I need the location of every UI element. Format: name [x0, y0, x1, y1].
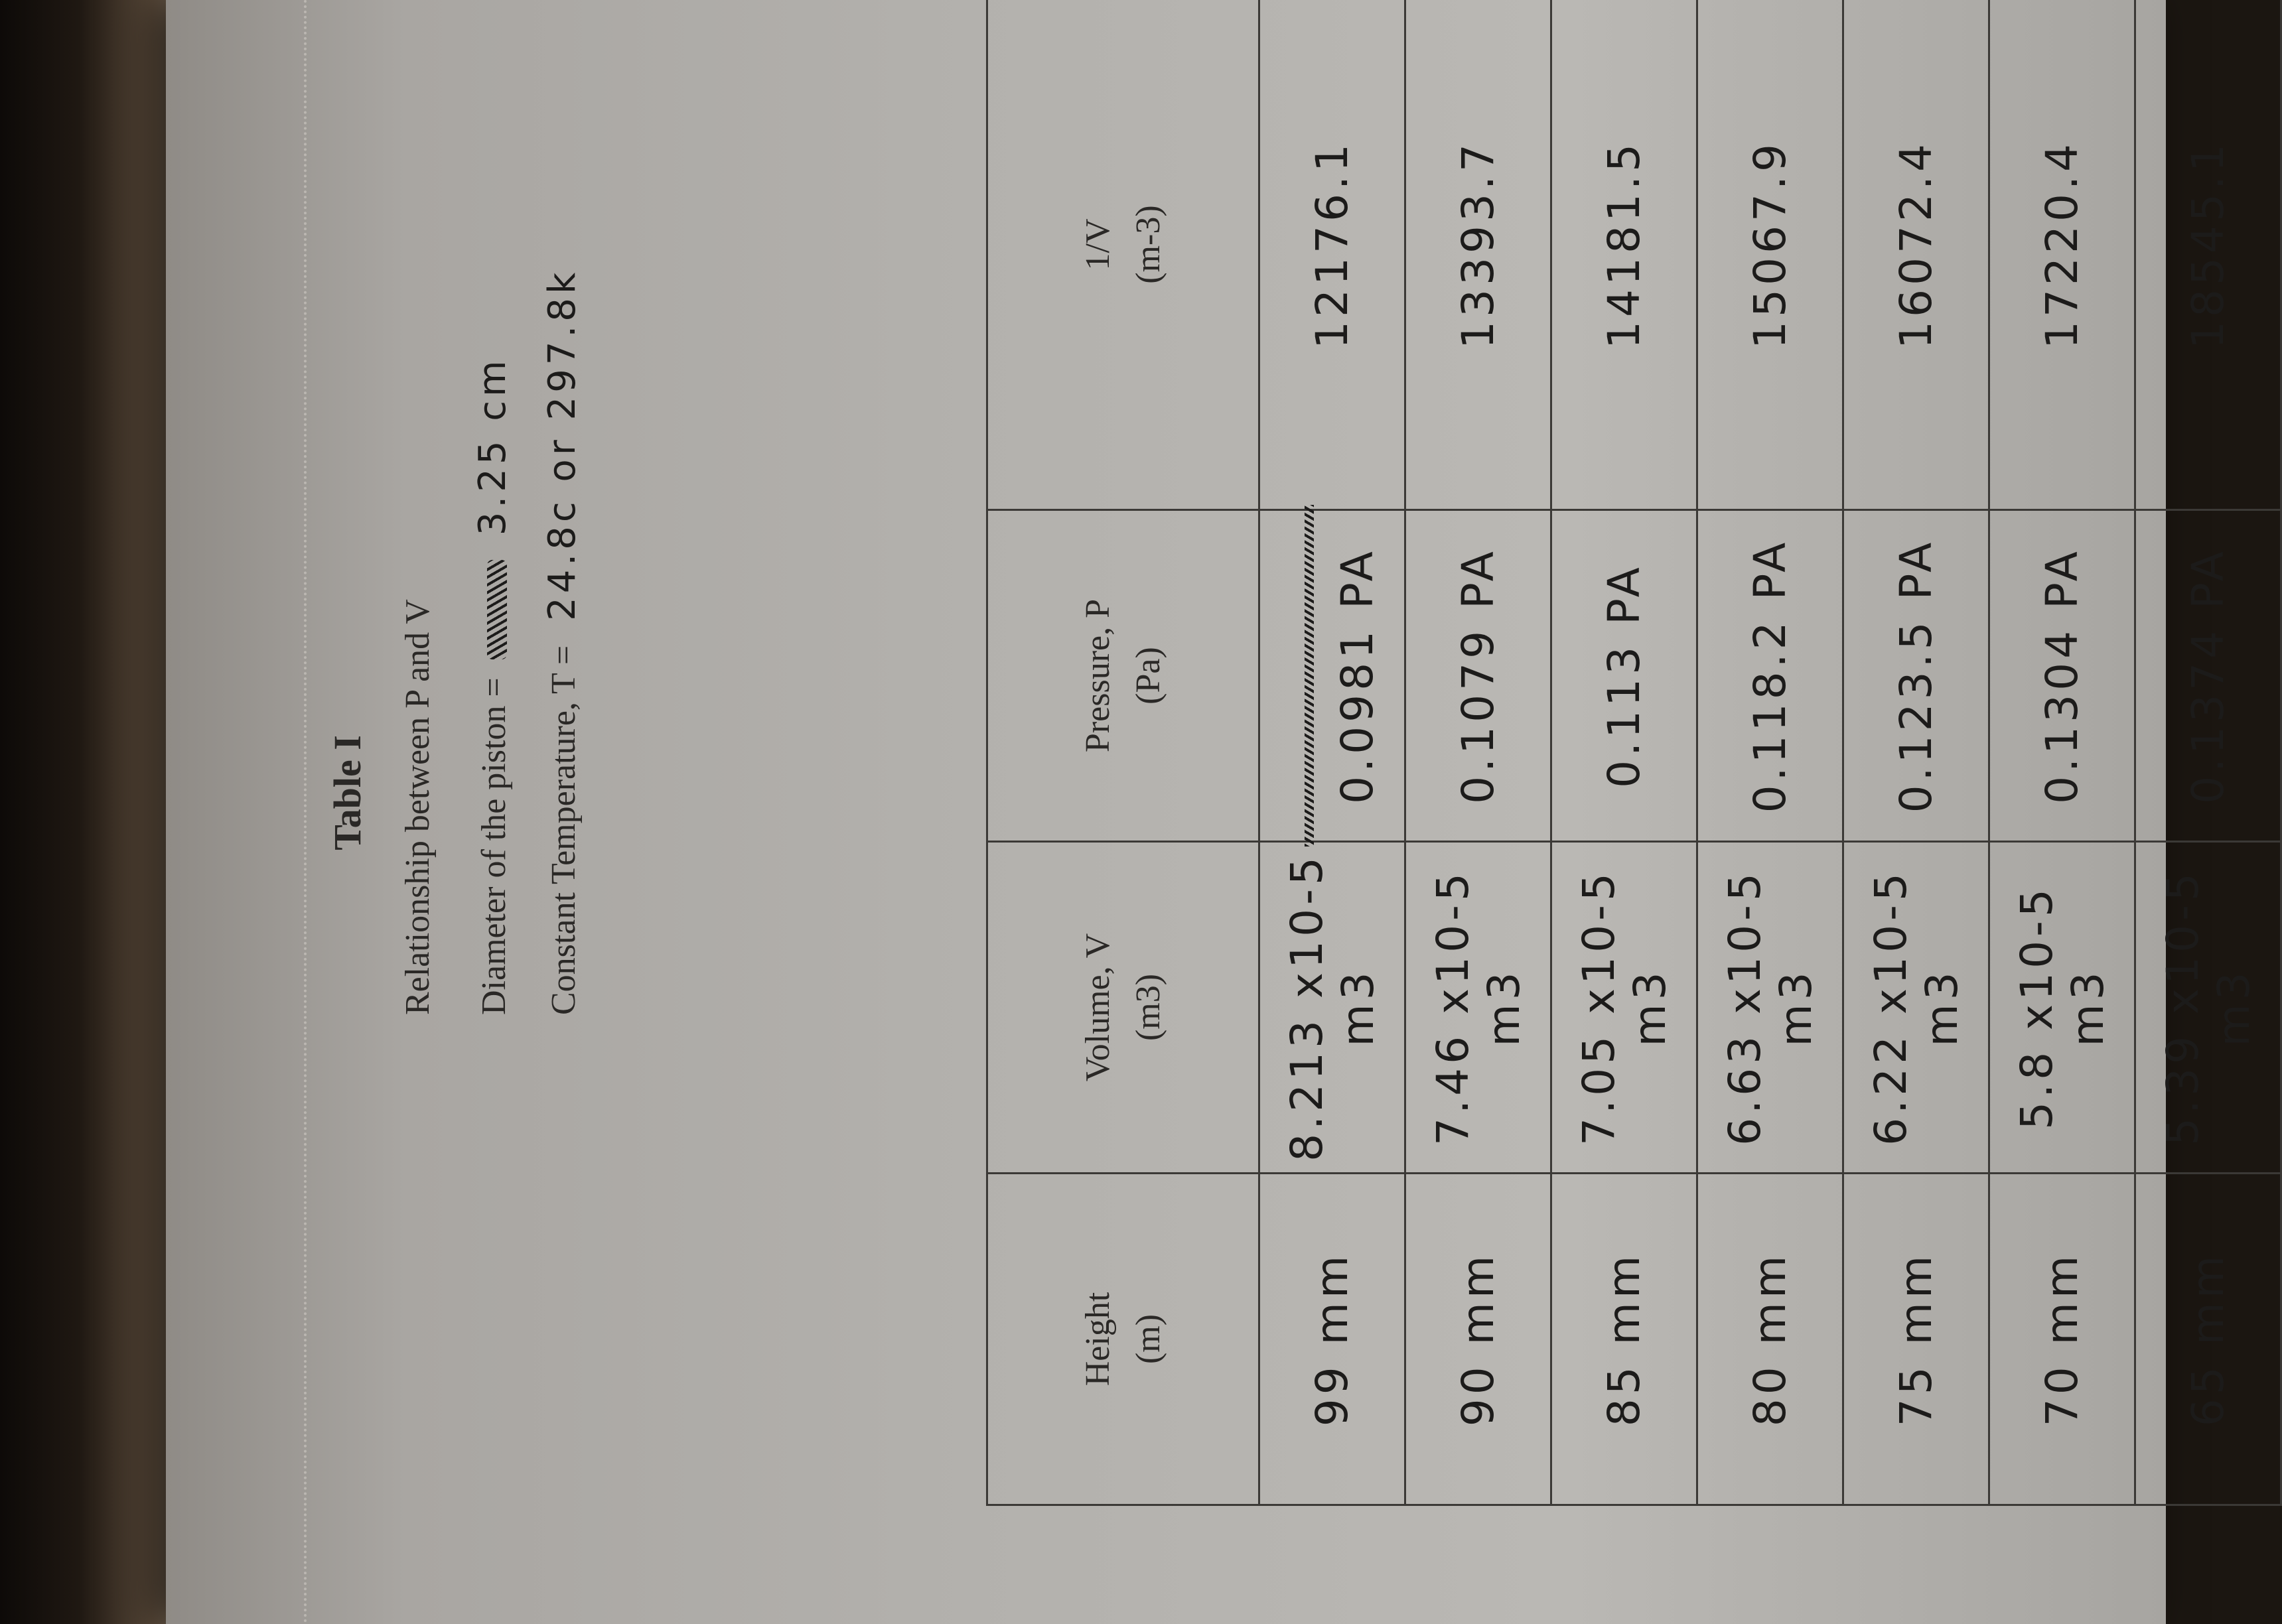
- cell-inverse-volume: 14181.5: [1551, 0, 1697, 510]
- cell-pressure: 0.113 PA: [1551, 510, 1697, 842]
- table-row: [2135, 0, 2281, 1505]
- cell-height: 70 mm: [1989, 1174, 2135, 1505]
- table-row: [1697, 0, 1843, 1505]
- diameter-value: 3.25 cm: [471, 356, 514, 536]
- header-volume-unit: (m3): [1129, 973, 1167, 1042]
- cell-height: 99 mm: [1259, 1174, 1405, 1505]
- cell-pressure: 0.1079 PA: [1405, 510, 1551, 842]
- table-row: [1843, 0, 1989, 1505]
- header-inverse-volume-unit: (m-3): [1129, 205, 1167, 284]
- cell-volume: 6.22 x10-5 m3: [1843, 842, 1989, 1174]
- table-row: [1551, 0, 1697, 1505]
- table-row: [1259, 0, 1405, 1505]
- paper-perforation: [304, 0, 311, 1624]
- header-volume-name: Volume, V: [1078, 933, 1117, 1082]
- temperature-line: [541, 0, 584, 1015]
- cell-height: 65 mm: [2135, 1174, 2281, 1505]
- cell-height: 75 mm: [1843, 1174, 1989, 1505]
- cell-inverse-volume: 16072.4: [1843, 0, 1989, 510]
- cell-pressure: 0.118.2 PA: [1697, 510, 1843, 842]
- cell-pressure: [1259, 510, 1405, 842]
- cell-volume: 5.8 x10-5 m3: [1989, 842, 2135, 1174]
- cell-height: 85 mm: [1551, 1174, 1697, 1505]
- cell-volume: 6.63 x10-5 m3: [1697, 842, 1843, 1174]
- subtitle-text: Relationship between P and V: [399, 599, 437, 1015]
- cell-inverse-volume: 13393.7: [1405, 0, 1551, 510]
- header-volume: [987, 842, 1259, 1174]
- cell-inverse-volume: 15067.9: [1697, 0, 1843, 510]
- cell-volume: 5.39 x10-5 m3: [2135, 842, 2281, 1174]
- table-title: Table I: [326, 735, 369, 850]
- cell-pressure: 0.123.5 PA: [1843, 510, 1989, 842]
- cell-height: 80 mm: [1697, 1174, 1843, 1505]
- header-pressure-unit: (Pa): [1129, 647, 1167, 705]
- crossed-out-scribble: [487, 560, 507, 659]
- header-height-unit: (m): [1129, 1314, 1167, 1365]
- header-height-name: Height: [1078, 1292, 1117, 1387]
- header-inverse-volume-name: 1/V: [1078, 218, 1117, 271]
- header-height: [987, 1174, 1259, 1505]
- crossed-out-value: [1282, 511, 1332, 840]
- pv-data-table: [986, 0, 2282, 1506]
- worksheet-page: [312, 27, 2259, 1559]
- temperature-value: 24.8c or 297.8k: [541, 268, 584, 621]
- cell-pressure: 0.1374 PA: [2135, 510, 2281, 842]
- header-pressure: [987, 510, 1259, 842]
- cell-pressure: 0.1304 PA: [1989, 510, 2135, 842]
- cell-inverse-volume: 12176.1: [1259, 0, 1405, 510]
- table-row: [1405, 0, 1551, 1505]
- temperature-label: Constant Temperature, T =: [545, 645, 583, 1015]
- cell-volume: 7.05 x10-5 m3: [1551, 842, 1697, 1174]
- cell-height: 90 mm: [1405, 1174, 1551, 1505]
- cell-inverse-volume: 17220.4: [1989, 0, 2135, 510]
- table-row: [1989, 0, 2135, 1505]
- cell-pressure-value: 0.0981 PA: [1331, 547, 1383, 804]
- table-header-row: [987, 0, 1259, 1505]
- subtitle: [398, 0, 437, 1015]
- diameter-line: [471, 0, 514, 1015]
- cell-volume: 7.46 x10-5 m3: [1405, 842, 1551, 1174]
- cell-inverse-volume: 18545.1: [2135, 0, 2281, 510]
- cell-volume: 8.213 x10-5 m3: [1259, 842, 1405, 1174]
- header-pressure-name: Pressure, P: [1078, 598, 1117, 753]
- header-inverse-volume: [987, 0, 1259, 510]
- diameter-label: Diameter of the piston =: [475, 677, 513, 1015]
